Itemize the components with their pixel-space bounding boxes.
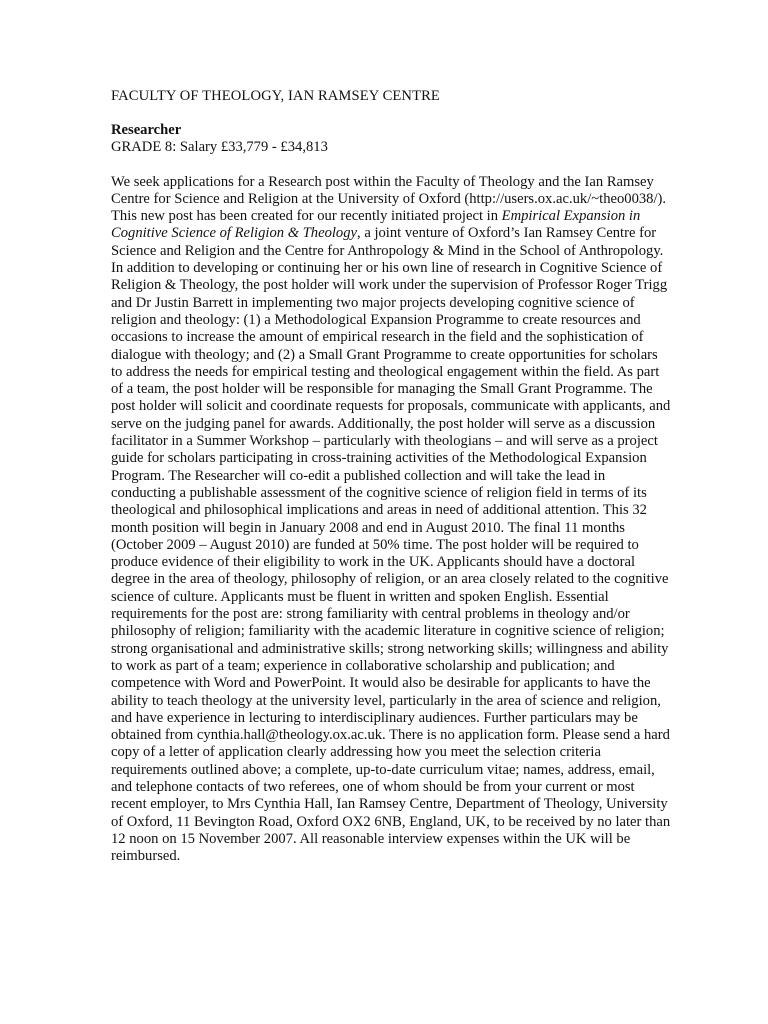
description-text-part-2: , a joint venture of Oxford’s Ian Ramsey Centre for Science and Religion and the Centre for Anthropology & Mind in the School of Anthropology. In addition to developing or continuing her or his own line of research in Cognitive Science of Religion & Theology, the post holder will work under the supervision of Professor Roger Trigg and Dr Justin Barrett in implementing two major projects developing cognitive science of religion and theology: (1) a Methodological Expansion Programme to create resources and occasions to increase the amount of empirical research in the field and the sophistication of dialogue with theology; and (2) a Small Grant Programme to create opportunities for scholars to address the needs for empirical testing and theological engagement within the field. As part of a team, the post holder will be responsible for managing the Small Grant Programme. The post holder will solicit and coordinate requests for proposals, communicate with applicants, and serve on the judging panel for awards. Additionally, the post holder will serve as a discussion facilitator in a Summer Workshop – particularly with theologians – and will serve as a project guide for scholars participating in cross-training activities of the Methodological Expansion Program. The Researcher will co-edit a published collection and will take the lead in conducting a publishable assessment of the cognitive science of religion field in terms of its theological and philosophical implications and areas in need of additional attention. This 32 month position will begin in January 2008 and end in August 2010. The final 11 months (October 2009 – August 2010) are funded at 50% time. The post holder will be required to produce evidence of their eligibility to work in the UK. Applicants should have a doctoral degree in the area of theology, philosophy of religion, or an area closely related to the cognitive science of culture. Applicants must be fluent in written and spoken English. Essential requirements for the post are: strong familiarity with central problems in theology and/or philosophy of religion; familiarity with the academic literature in cognitive science of religion; strong organisational and administrative skills; strong networking skills; willingness and ability to work as part of a team; experience in collaborative scholarship and publication; and competence with Word and PowerPoint. It would also be desirable for applicants to have the ability to teach theology at the university level, particularly in the area of science and religion, and have experience in lecturing to interdisciplinary audiences. Further particulars may be obtained from cynthia.hall@theology.ox.ac.uk. There is no application form. Please send a hard copy of a letter of application clearly addressing how you meet the selection criteria requirements outlined above; a complete, up-to-date curriculum vitae; names, address, email, and telephone contacts of two referees, one of whom should be from your current or most recent employer, to Mrs Cynthia Hall, Ian Ramsey Centre, Department of Theology, University of Oxford, 11 Bevington Road, Oxford OX2 6NB, England, UK, to be received by no later than 12 noon on 15 November 2007. All reasonable interview expenses within the UK will be reimbursed. [111, 225, 671, 865]
project-name: Empirical Expansion in Cognitive Science of Religion & Theology [111, 208, 641, 242]
document-page [111, 88, 671, 865]
grade-salary: GRADE 8: Salary £33,779 - £34,813 [111, 139, 328, 156]
job-description-paragraph [111, 174, 671, 866]
description-text-part-1: We seek applications for a Research post within the Faculty of Theology and the Ian Ramsey Centre for Science and Religion at the University of Oxford (http://users.ox.ac.uk/~theo0038/). This new post has been created for our recently initiated project in [111, 173, 667, 225]
job-title: Researcher [111, 122, 182, 138]
faculty-heading: FACULTY OF THEOLOGY, IAN RAMSEY CENTRE [111, 88, 440, 104]
